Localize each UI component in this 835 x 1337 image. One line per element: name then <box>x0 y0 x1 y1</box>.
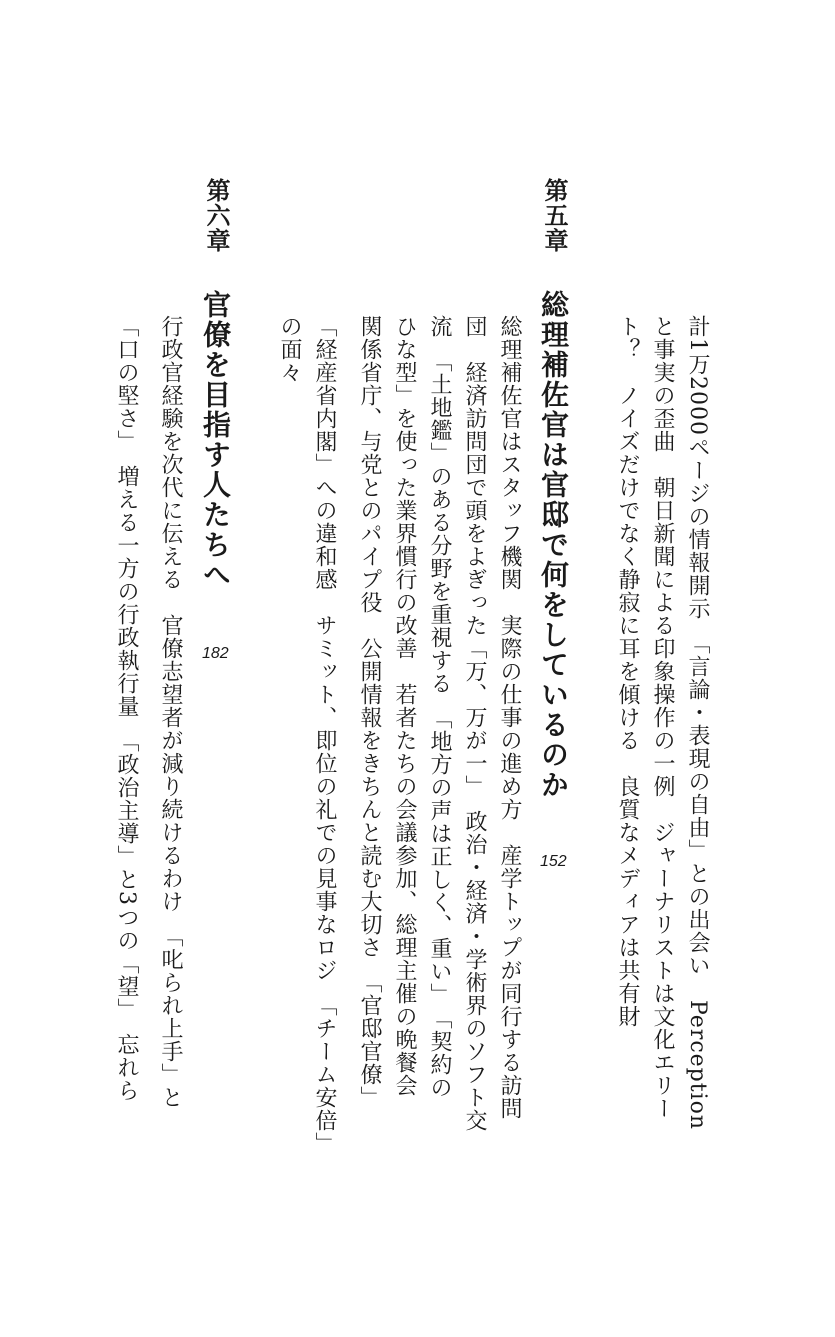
chapter6-label: 第六章 <box>202 178 230 253</box>
chapter5-line-4: ひな型」を使った業界慣行の改善 若者たちの会議参加、総理主催の晩餐会 <box>392 315 417 1097</box>
chapter5-label: 第五章 <box>540 178 568 253</box>
chapter5-line-2: 団 経済訪問団で頭をよぎった「万、万が一」 政治・経済・学術界のソフト交 <box>462 315 487 1132</box>
chapter5-line-6: 「経産省内閣」への違和感 サミット、即位の礼での見事なロジ 「チーム安倍」 <box>312 315 337 1155</box>
chapter6-page-number: 182 <box>202 645 229 662</box>
chapter5-line-1: 総理補佐官はスタッフ機関 実際の仕事の進め方 産学トップが同行する訪問 <box>497 315 522 1120</box>
prev-line-2: と事実の歪曲 朝日新聞による印象操作の一例 ジャーナリストは文化エリー <box>650 315 675 1120</box>
chapter5-title: 総理補佐官は官邸で何をしているのか <box>537 290 570 800</box>
chapter6-line-2: 「口の堅さ」 増える一方の行政執行量 「政治主導」と3つの「望」 忘れら <box>114 315 139 1102</box>
prev-line-1: 計1万2000ページの情報開示 「言論・表現の自由」との出会い Perception <box>685 315 710 1131</box>
chapter6-title: 官僚を目指す人たちへ <box>199 290 232 590</box>
chapter5-line-5: 関係省庁、与党とのパイプ役 公開情報をきちんと読む大切さ 「官邸官僚」 <box>357 315 382 1109</box>
chapter5-line-7: の面々 <box>277 315 302 384</box>
chapter5-page-number: 152 <box>540 853 567 870</box>
prev-line-3: ト？ ノイズだけでなく静寂に耳を傾ける 良質なメディアは共有財 <box>615 315 640 1028</box>
chapter6-line-1: 行政官経験を次代に伝える 官僚志望者が減り続けるわけ 「叱られ上手」と <box>158 315 183 1109</box>
chapter5-line-3: 流 「土地鑑」のある分野を重視する 「地方の声は正しく、重い」 「契約の <box>427 315 452 1099</box>
